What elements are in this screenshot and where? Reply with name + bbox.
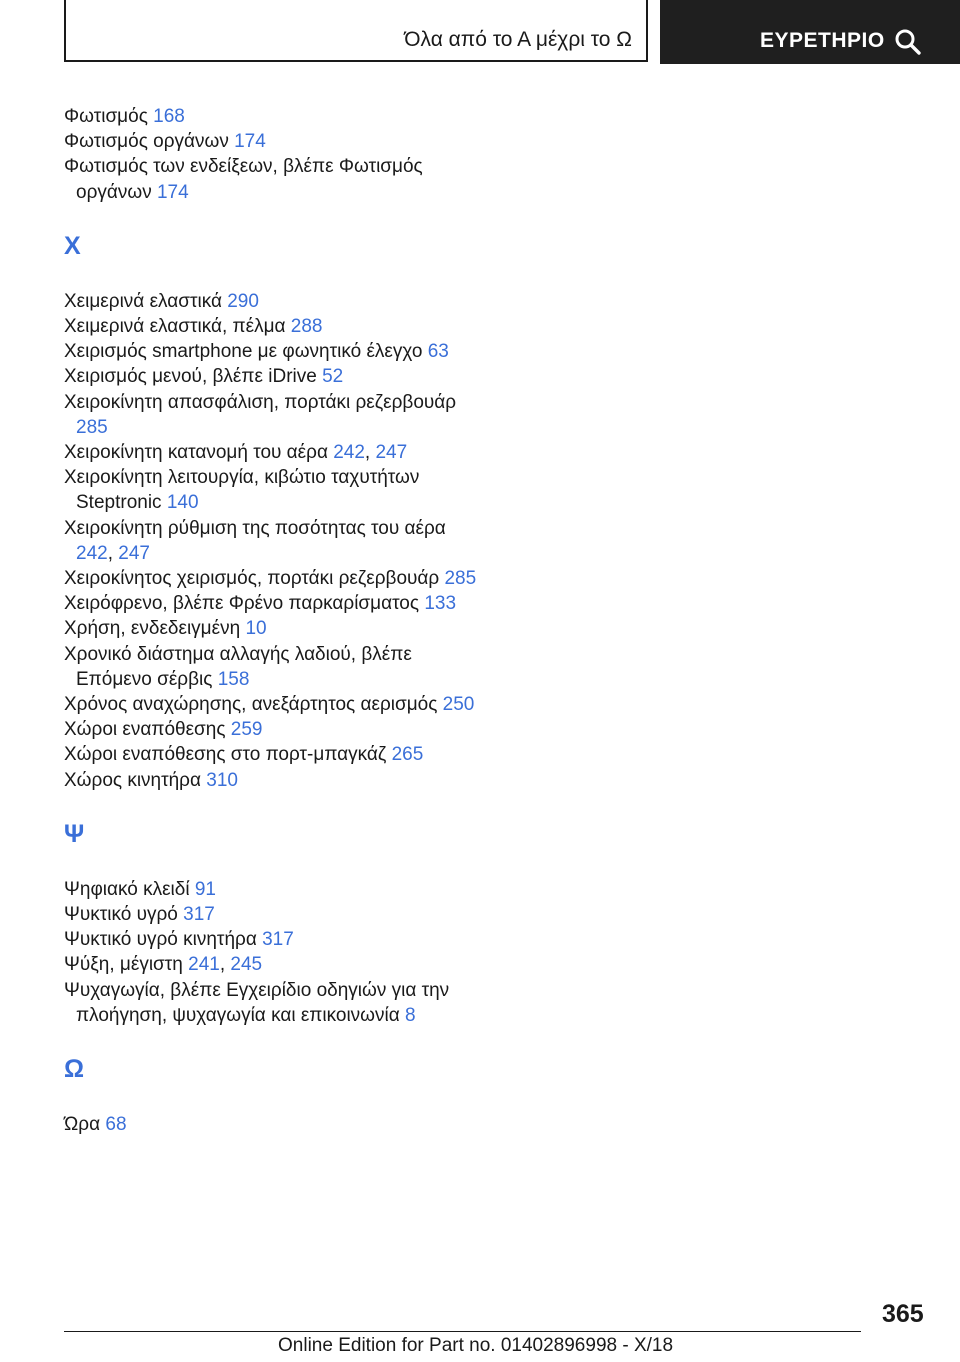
index-entry-text: Χειρόφρενο, βλέπε Φρένο παρκαρίσματος xyxy=(64,593,420,615)
index-entry xyxy=(64,104,484,129)
page-link[interactable]: 133 xyxy=(424,593,457,615)
index-tab[interactable] xyxy=(660,0,960,64)
page-link[interactable]: 250 xyxy=(442,694,475,716)
section-tab[interactable] xyxy=(64,0,648,62)
index-entry xyxy=(64,314,484,339)
page-link[interactable]: 174 xyxy=(156,181,189,203)
index-tab-label: ΕΥΡΕΤΗΡΙΟ xyxy=(760,29,885,52)
index-entry-text: Φωτισμός των ενδείξεων, βλέπε Φωτισμός οργάνων xyxy=(64,156,423,203)
index-entry-text: Χώροι εναπόθεσης στο πορτ-μπαγκάζ xyxy=(64,744,387,766)
index-entry-text: Ψυκτικό υγρό κινητήρα xyxy=(64,929,257,951)
page-link[interactable]: 247 xyxy=(375,442,408,464)
footer-edition: Online Edition for Part no. 01402896998 - X/18 xyxy=(278,1335,674,1356)
index-entry-text: Χρόνος αναχώρησης, ανεξάρτητος αερισμός xyxy=(64,694,438,716)
index-entry-text: Φωτισμός οργάνων xyxy=(64,131,229,153)
page-link[interactable]: 285 xyxy=(76,416,108,438)
index-entry-text: Ψύξη, μέγιστη xyxy=(64,954,183,976)
index-entry xyxy=(64,129,484,154)
page-link[interactable]: 52 xyxy=(322,366,344,388)
index-entry xyxy=(64,717,484,742)
page-link[interactable]: 245 xyxy=(230,954,263,976)
index-entry-text: Χειροκίνητος χειρισμός, πορτάκι ρεζερβουάρ xyxy=(64,568,440,590)
index-entry: Χειροκίνητη ρύθμιση της ποσότητας του αέρα 242, 247 xyxy=(64,517,446,564)
index-entry xyxy=(64,154,484,204)
index-entry xyxy=(64,742,484,767)
index-entry: Ψύξη, μέγιστη 241, 245 xyxy=(64,954,263,976)
index-entry xyxy=(64,927,484,952)
page-link[interactable]: 241 xyxy=(188,954,220,976)
page-link[interactable]: 290 xyxy=(227,290,259,312)
index-entry-text: Χειμερινά ελαστικά xyxy=(64,290,222,312)
index-entry xyxy=(64,364,484,389)
index-entry xyxy=(64,877,484,902)
index-entry xyxy=(64,692,484,717)
index-entry-text: Χειροκίνητη λειτουργία, κιβώτιο ταχυτήτων Steptronic xyxy=(64,467,420,514)
index-entry xyxy=(64,566,484,591)
page-link[interactable]: 68 xyxy=(105,1114,127,1136)
page-link[interactable]: 317 xyxy=(262,929,294,951)
search-icon[interactable] xyxy=(894,28,922,56)
index-entry xyxy=(64,1112,484,1137)
index-entry-text: Χειμερινά ελαστικά, πέλμα xyxy=(64,316,286,338)
index-entry-text: Ψυκτικό υγρό xyxy=(64,904,178,926)
index-entry-text: Χειροκίνητη απασφάλιση, πορτάκι ρεζερβουάρ xyxy=(64,391,457,413)
index-entry xyxy=(64,616,484,641)
page-link[interactable]: 8 xyxy=(405,1004,416,1026)
index-entry-text: Χώρος κινητήρα xyxy=(64,769,201,791)
index-entry xyxy=(64,390,484,440)
page-link[interactable]: 174 xyxy=(234,131,266,153)
page-link[interactable]: 265 xyxy=(391,744,424,766)
index-entry xyxy=(64,591,484,616)
page-link[interactable]: 140 xyxy=(166,492,199,514)
page-link[interactable]: 288 xyxy=(290,316,323,338)
index-entry-text: Χειρισμός smartphone με φωνητικό έλεγχο xyxy=(64,341,423,363)
page-link[interactable]: 10 xyxy=(245,618,267,640)
page-link[interactable]: 242 xyxy=(76,542,108,564)
index-entry xyxy=(64,339,484,364)
page-link[interactable]: 310 xyxy=(206,769,238,791)
index-entry: Χειροκίνητη κατανομή του αέρα 242, 247 xyxy=(64,442,408,464)
index-entry-text: Χειρισμός μενού, βλέπε iDrive xyxy=(64,366,317,388)
index-entry xyxy=(64,978,484,1028)
index-entry xyxy=(64,289,484,314)
index-entry-text: Χειροκίνητη κατανομή του αέρα xyxy=(64,442,328,464)
index-entry xyxy=(64,902,484,927)
page-number: 365 xyxy=(882,1300,924,1328)
page-link[interactable]: 91 xyxy=(194,878,216,900)
page-link[interactable]: 158 xyxy=(217,668,250,690)
index-entry-text: Χειροκίνητη ρύθμιση της ποσότητας του αέρα xyxy=(64,517,446,539)
section-tab-label: Όλα από το Α μέχρι το Ω xyxy=(404,28,632,51)
index-entry-text: Χρονικό διάστημα αλλαγής λαδιού, βλέπε Επόμενο σέρβις xyxy=(64,643,412,690)
page-link[interactable]: 242 xyxy=(333,442,365,464)
index-entry-text: Χώροι εναπόθεσης xyxy=(64,719,226,741)
index-entry-text: Ώρα xyxy=(64,1114,101,1136)
index-list xyxy=(64,104,484,1137)
index-entry-text: Ψηφιακό κλειδί xyxy=(64,878,190,900)
footer-divider xyxy=(64,1331,861,1332)
index-entry xyxy=(64,642,484,692)
index-entry xyxy=(64,465,484,515)
page-link[interactable]: 63 xyxy=(427,341,449,363)
page-link[interactable]: 259 xyxy=(230,719,263,741)
index-entry-text: Φωτισμός xyxy=(64,106,148,127)
index-letter-heading: Ω xyxy=(64,1055,85,1084)
index-entry-text: Χρήση, ενδεδειγμένη xyxy=(64,618,241,640)
index-entry-text: Ψυχαγωγία, βλέπε Εγχειρίδιο οδηγιών για την πλοήγηση, ψυχαγωγία και επικοινωνία xyxy=(64,979,450,1026)
index-entry xyxy=(64,768,484,793)
index-letter-heading: Χ xyxy=(64,231,81,260)
page-link[interactable]: 247 xyxy=(118,542,150,564)
page-link[interactable]: 317 xyxy=(183,904,215,926)
page-link[interactable]: 285 xyxy=(444,568,477,590)
page-link[interactable]: 168 xyxy=(153,106,185,127)
index-letter-heading: Ψ xyxy=(64,819,85,848)
